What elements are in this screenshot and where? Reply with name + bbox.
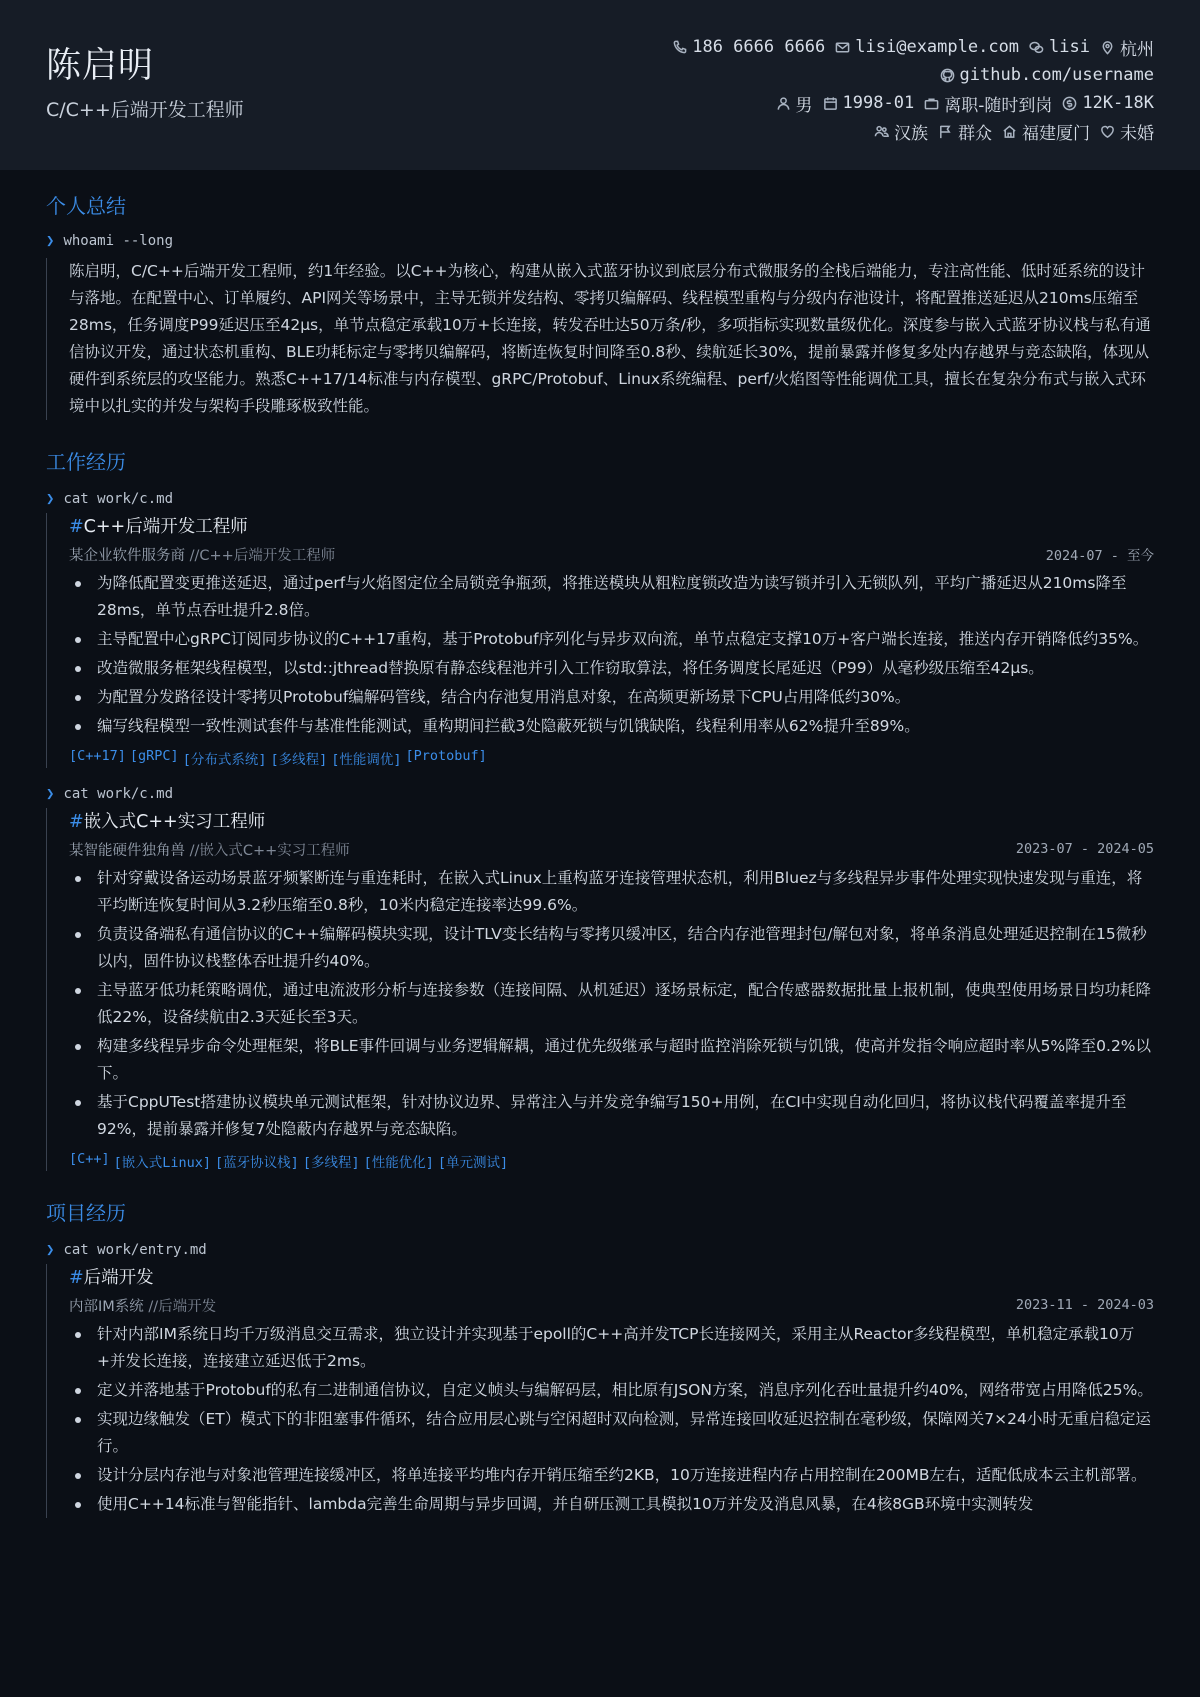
project-block [46,1264,1154,1518]
tag: [性能优化] [363,1155,434,1171]
list-item: 实现边缘触发（ET）模式下的非阻塞事件循环，结合应用层心跳与空闲超时双向检测，异常连接回收延迟控制在毫秒级，保障网关7×24小时无重启稳定运行。 [97,1406,1154,1460]
project-company-sub: //后端开发 [148,1298,217,1315]
summary-command [46,233,1154,249]
list-item: 使用C++14标准与智能指针、lambda完善生命周期与异步回调，并自研压测工具模拟10万并发及消息风暴，在4核8GB环境中实测转发 [97,1491,1154,1518]
job-meta [69,541,1154,567]
heart-icon [1100,124,1115,139]
political-item [938,119,992,144]
home-icon [1002,124,1017,139]
list-item: 编写线程模型一致性测试套件与基准性能测试，重构期间拦截3处隐蔽死锁与饥饿缺陷，线程利用率从62%提升至89%。 [97,713,1154,740]
people-icon [874,124,889,139]
mail-icon [835,40,850,55]
work-title: 工作经历 [46,450,126,474]
project-title-text: 后端开发 [83,1268,154,1288]
job-date: 2023-07 - 2024-05 [1015,841,1154,857]
summary-text: 陈启明，C/C++后端开发工程师，约1年经验。以C++为核心，构建从嵌入式蓝牙协议到底层分布式微服务的全栈后端能力，专注高性能、低时延系统的设计与落地。在配置中心、订单履约、API网关等场景中，主导无锁并发结构、零拷贝编解码、线程模型重构与分级内存池设计，将配置推送延迟从210ms压缩至28ms，任务调度P99延迟压至42μs，单节点稳定承载10万+长连接，转发吞吐达50万条/秒，多项指标实现数量级优化。深度参与嵌入式蓝牙协议栈与私有通信协议开发，通过状态机重构、BLE功耗标定与零拷贝编解码，将断连恢复时间降至0.8秒、续航延长30%，提前暴露并修复多处内存越界与竞态缺陷，体现从硬件到系统层的攻坚能力。熟悉C++17/14标准与内存模型、gRPC/Protobuf、Linux系统编程、perf/火焰图等性能调优工具，擅长在复杂分布式与嵌入式环境中以扎实的并发与架构手段雕琢极致性能。 [69,262,1151,415]
work-command-text: cat work/c.md [63,491,174,507]
list-item: 针对内部IM系统日均千万级消息交互需求，独立设计并实现基于epoll的C++高并发TCP长连接网关，采用主从Reactor多线程模型，单机稳定承载10万+并发长连接，连接建立延迟低于2ms。 [97,1321,1154,1375]
wechat-item [1029,37,1090,57]
marital-text: 未婚 [1120,123,1154,144]
prompt-arrow-icon: ❯ [46,1242,55,1258]
list-item: 定义并落地基于Protobuf的私有二进制通信协议，自定义帧头与编解码层，相比原有JSON方案，消息序列化吞吐量提升约40%，网络带宽占用降低25%。 [97,1377,1154,1404]
location-icon [1100,40,1115,55]
job-meta [69,836,1154,862]
prompt-arrow-icon: ❯ [46,786,55,802]
work-entry [46,786,1154,1171]
github-item[interactable] [940,65,1154,85]
list-item: 主导蓝牙低功耗策略调优，通过电流波形分析与连接参数（连接间隔、从机延迟）逐场景标定，配合传感器数据批量上报机制，使典型使用场景日均功耗降低22%，设备续航由2.3天延长至3天。 [97,977,1154,1031]
hash-mark: # [69,517,84,537]
status-item [924,91,1052,116]
hash-mark: # [69,1268,84,1288]
work-command [46,786,1154,802]
marital-item [1100,119,1154,144]
github-icon [940,68,955,83]
salary-text: 12K-18K [1082,93,1154,113]
status-text: 离职-随时到岗 [944,95,1053,116]
work-command [46,491,1154,507]
projects-title: 项目经历 [46,1201,126,1225]
project-date: 2023-11 - 2024-03 [1015,1297,1154,1313]
work-command-text: cat work/c.md [63,786,174,802]
list-item: 设计分层内存池与对象池管理连接缓冲区，将单连接平均堆内存开销压缩至约2KB，10万连接进程内存占用控制在200MB左右，适配低成本云主机部署。 [97,1462,1154,1489]
salary-icon [1062,96,1077,111]
list-item: 为降低配置变更推送延迟，通过perf与火焰图定位全局锁竞争瓶颈，将推送模块从粗粒度锁改造为读写锁并引入无锁队列，平均广播延迟从210ms降至28ms，单节点吞吐提升2.8倍。 [97,570,1154,624]
project-bullets [69,1321,1154,1518]
list-item: 构建多线程异步命令处理框架，将BLE事件回调与业务逻辑解耦，通过优先级继承与超时监控消除死锁与饥饿，使高并发指令响应超时率从5%降至0.2%以下。 [97,1033,1154,1087]
contact-row-1 [672,36,1154,58]
user-icon [776,96,791,111]
birth-text: 1998-01 [842,93,915,113]
work-block [46,808,1154,1171]
job-tags [69,748,1154,768]
city-text: 杭州 [1120,39,1154,60]
email-text: lisi@example.com [855,37,1020,57]
project-meta [69,1292,1154,1318]
job-date: 2024-07 - 至今 [1045,548,1154,564]
list-item: 负责设备端私有通信协议的C++编解码模块实现，设计TLV变长结构与零拷贝缓冲区，结合内存池管理封包/解包对象，将单条消息处理延迟控制在15微秒以内，固件协议栈整体吞吐提升约40%。 [97,921,1154,975]
city-item [1100,35,1154,60]
gender-text: 男 [795,95,813,116]
tag: [性能调优] [331,752,402,768]
tag: [蓝牙协议栈] [215,1155,299,1171]
calendar-icon [823,96,838,111]
contact-info [672,36,1154,142]
email-item[interactable] [835,37,1019,57]
job-title [69,808,1154,836]
work-entry [46,491,1154,768]
hometown-item [1002,119,1090,144]
tag: [多线程] [302,1155,360,1171]
job-title-text: 嵌入式C++实习工程师 [83,812,266,832]
tag: [gRPC] [129,748,179,764]
job-company [69,839,350,860]
list-item: 主导配置中心gRPC订阅同步协议的C++17重构，基于Protobuf序列化与异步双向流，单节点稳定支撑10万+客户端长连接，推送内存开销降低约35%。 [97,626,1154,653]
ethnicity-item [874,119,928,144]
tag: [单元测试] [437,1155,509,1171]
wechat-icon [1029,40,1044,55]
project-command [46,1242,1154,1258]
phone-icon [672,40,687,55]
github-text: github.com/username [959,65,1154,85]
contact-row-2 [940,64,1154,86]
birth-item [823,93,915,113]
phone-item [672,37,825,57]
project-title [69,1264,1154,1292]
tag: [嵌入式Linux] [113,1155,212,1171]
tag: [分布式系统] [182,752,267,768]
phone-text: 186 6666 6666 [692,37,826,57]
candidate-role: C/C++后端开发工程师 [46,99,244,121]
ethnicity-text: 汉族 [894,123,928,144]
project-company-text: 内部IM系统 [69,1298,144,1315]
job-title-text: C++后端开发工程师 [83,517,248,537]
tag: [C++] [69,1151,110,1167]
company-text: 某智能硬件独角兽 [69,842,185,859]
company-sub: //嵌入式C++实习工程师 [189,842,350,859]
list-item: 为配置分发路径设计零拷贝Protobuf编解码管线，结合内存池复用消息对象，在高频更新场景下CPU占用降低约30%。 [97,684,1154,711]
summary-block [46,258,1154,420]
job-company [69,544,335,565]
job-tags [69,1151,1154,1171]
wechat-text: lisi [1049,37,1090,57]
list-item: 针对穿戴设备运动场景蓝牙频繁断连与重连耗时，在嵌入式Linux上重构蓝牙连接管理状态机，利用Bluez与多线程异步事件处理实现快速发现与重连，将平均断连恢复时间从3.2秒压缩至0.8秒，10米内稳定连接率达99.6%。 [97,865,1154,919]
job-bullets [69,865,1154,1143]
resume-header [0,0,1200,170]
tag: [C++17] [69,748,126,764]
hometown-text: 福建厦门 [1022,123,1090,144]
project-command-text: cat work/entry.md [63,1242,207,1258]
summary-command-text: whoami --long [63,233,174,249]
contact-row-3 [776,92,1154,114]
work-block [46,513,1154,768]
briefcase-icon [924,96,939,111]
hash-mark: # [69,812,84,832]
job-bullets [69,570,1154,740]
contact-row-4 [874,120,1154,142]
project-company [69,1295,216,1316]
project-entry [46,1242,1154,1518]
job-title [69,513,1154,541]
candidate-name: 陈启明 [46,46,155,86]
company-text: 某企业软件服务商 [69,547,185,564]
gender-item [776,91,813,116]
list-item: 基于CppUTest搭建协议模块单元测试框架，针对协议边界、异常注入与并发竞争编写150+用例，在CI中实现自动化回归，将协议栈代码覆盖率提升至92%，提前暴露并修复7处隐蔽内存越界与竞态缺陷。 [97,1089,1154,1143]
tag: [Protobuf] [405,748,487,764]
salary-item [1062,93,1154,113]
flag-icon [938,124,953,139]
summary-title: 个人总结 [46,194,126,218]
list-item: 改造微服务框架线程模型，以std::jthread替换原有静态线程池并引入工作窃取算法，将任务调度长尾延迟（P99）从毫秒级压缩至42μs。 [97,655,1154,682]
prompt-arrow-icon: ❯ [46,491,55,507]
company-sub: //C++后端开发工程师 [189,547,336,564]
prompt-arrow-icon: ❯ [46,233,55,249]
tag: [多线程] [270,752,328,768]
political-text: 群众 [958,123,992,144]
resume-content [0,190,1200,1518]
